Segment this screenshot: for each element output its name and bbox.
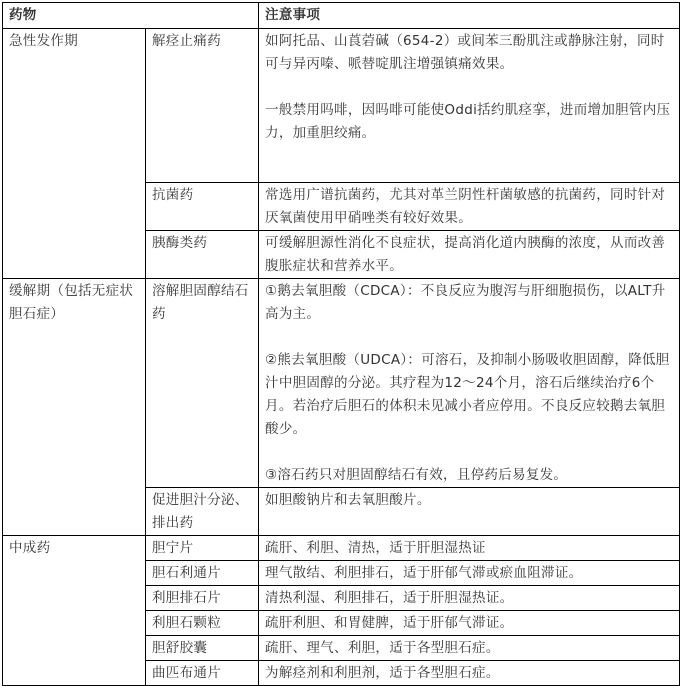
paragraph-gap	[265, 76, 673, 99]
note-paragraph: 常选用广谱抗菌药，尤其对革兰阴性杆菌敏感的抗菌药，同时针对厌氧菌使用甲硝唑类有较好效果。	[265, 187, 666, 226]
drug-cell: 解痉止痛药	[146, 29, 259, 183]
notes-cell	[259, 29, 680, 183]
drug-notes-table	[2, 2, 680, 686]
drug-cell: 溶解胆固醇结石药	[146, 279, 259, 488]
drug-cell: 胰酶类药	[146, 231, 259, 279]
note-paragraph: ③溶石药只对胆固醇结石有效，且停药后易复发。	[265, 467, 568, 483]
period-cell: 中成药	[3, 536, 146, 686]
notes-cell: 清热利湿、利胆排石，适于肝胆湿热证。	[259, 586, 680, 611]
drug-cell: 促进胆汁分泌、排出药	[146, 488, 259, 536]
table-header-row	[3, 3, 680, 29]
drug-cell: 胆舒胶囊	[146, 636, 259, 661]
notes-cell	[259, 279, 680, 488]
note-paragraph: 可缓解胆源性消化不良症状，提高消化道内胰酶的浓度，从而改善腹胀症状和营养水平。	[265, 235, 666, 274]
drug-cell: 利胆石颗粒	[146, 611, 259, 636]
drug-cell: 抗菌药	[146, 183, 259, 231]
drug-cell: 曲匹布通片	[146, 661, 259, 686]
table-row	[3, 279, 680, 488]
period-cell: 急性发作期	[3, 29, 146, 279]
notes-cell: 疏肝、理气、利胆，适于各型胆石症。	[259, 636, 680, 661]
note-paragraph: 一般禁用吗啡，因吗啡可能使Oddi括约肌痉挛，进而增加胆管内压力，加重胆绞痛。	[265, 102, 671, 141]
notes-cell: 疏肝利胆、和胃健脾，适于肝郁气滞证。	[259, 611, 680, 636]
table-row	[3, 536, 680, 561]
note-paragraph: ②熊去氧胆酸（UDCA）：可溶石，及抑制小肠吸收胆固醇，降低胆汁中胆固醇的分泌。其疗程为12～24个月，溶石后继续治疗6个月。若治疗后胆石的体积未见减小者应停用。不良反应较鹅去氧胆酸少。	[265, 352, 670, 437]
note-paragraph: ①鹅去氧胆酸（CDCA）：不良反应为腹泻与肝细胞损伤，以ALT升高为主。	[265, 283, 666, 322]
drug-cell: 胆宁片	[146, 536, 259, 561]
table-row	[3, 29, 680, 183]
note-paragraph: 如阿托品、山莨菪碱（654-2）或间苯三酚肌注或静脉注射，同时可与异丙嗪、哌替啶肌注增强镇痛效果。	[265, 33, 665, 72]
notes-cell	[259, 231, 680, 279]
header-drug: 药物	[3, 3, 259, 29]
paragraph-gap	[265, 326, 673, 349]
header-notes: 注意事项	[259, 3, 680, 29]
notes-cell	[259, 488, 680, 536]
notes-cell	[259, 183, 680, 231]
drug-cell: 利胆排石片	[146, 586, 259, 611]
note-paragraph: 如胆酸钠片和去氧胆酸片。	[265, 492, 431, 508]
paragraph-gap	[265, 441, 673, 464]
notes-cell: 疏肝、利胆、清热，适于肝胆湿热证	[259, 536, 680, 561]
period-cell: 缓解期（包括无症状胆石症）	[3, 279, 146, 536]
notes-cell: 理气散结、利胆排石，适于肝郁气滞或瘀血阻滞证。	[259, 561, 680, 586]
notes-cell: 为解痉剂和利胆剂，适于各型胆石症。	[259, 661, 680, 686]
drug-cell: 胆石利通片	[146, 561, 259, 586]
